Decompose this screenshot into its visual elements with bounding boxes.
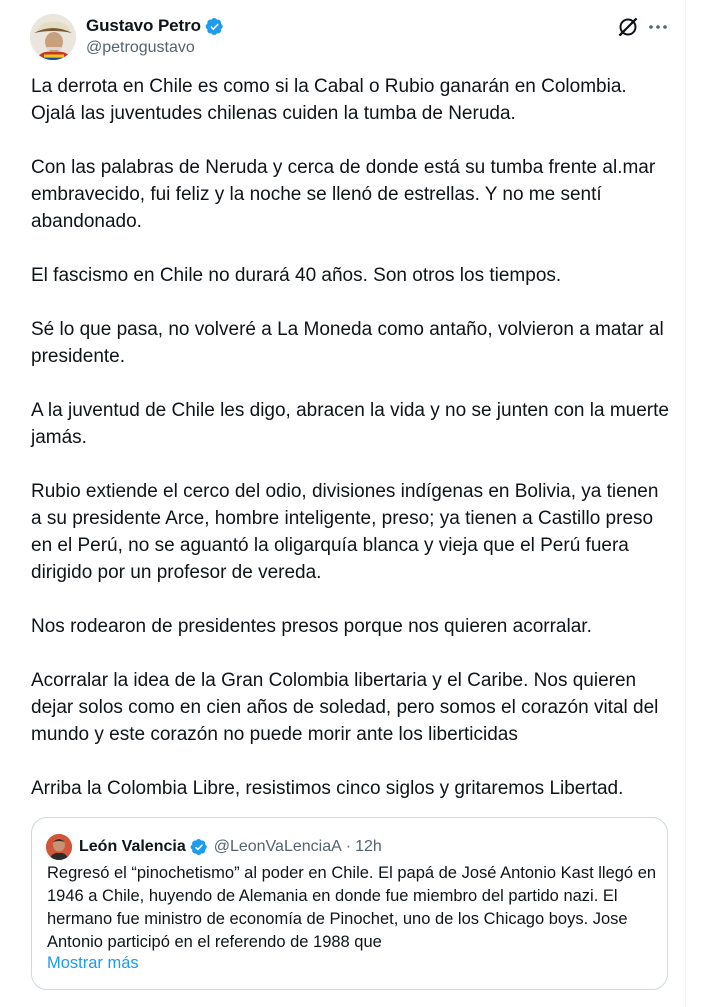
author-avatar[interactable] <box>30 14 76 60</box>
verified-badge-icon <box>205 17 224 36</box>
author-avatar-image <box>30 14 76 60</box>
show-more-link[interactable]: Mostrar más <box>47 954 139 972</box>
tweet-paragraph: Sé lo que pasa, no volveré a La Moneda como antaño, volvieron a matar al presidente. <box>31 319 664 367</box>
tweet-paragraph: Nos rodearon de presidentes presos porque nos quieren acorralar. <box>31 616 592 637</box>
tweet-paragraph: Con las palabras de Neruda y cerca de donde está su tumba frente al.mar embravecido, fui feliz y la noche se llenó de estrellas. Y no me sentí abandonado. <box>31 157 656 232</box>
quoted-author-avatar[interactable] <box>46 834 72 860</box>
tweet-paragraph: El fascismo en Chile no durará 40 años. Son otros los tiempos. <box>31 265 562 286</box>
quoted-verified-badge-icon <box>190 838 208 856</box>
author-name-row <box>86 16 224 36</box>
quoted-tweet-header <box>46 834 382 860</box>
author-name[interactable]: Gustavo Petro <box>86 16 201 35</box>
more-options-icon[interactable] <box>645 14 671 40</box>
quoted-timestamp[interactable]: 12h <box>355 838 382 855</box>
quoted-separator: · <box>345 838 352 855</box>
grok-icon[interactable] <box>615 14 641 40</box>
tweet-paragraph: Arriba la Colombia Libre, resistimos cinco siglos y gritaremos Libertad. <box>31 778 624 799</box>
tweet-body <box>31 73 671 802</box>
quoted-tweet[interactable] <box>31 817 668 990</box>
quoted-author-avatar-image <box>46 834 72 860</box>
author-handle[interactable]: @petrogustavo <box>86 39 195 56</box>
tweet-paragraph: Acorralar la idea de la Gran Colombia libertaria y el Caribe. Nos quieren dejar solos como en cien años de soledad, pero somos el corazón vital del mundo y este corazón no puede morir ante los liberticidas <box>31 670 659 745</box>
tweet-paragraph: La derrota en Chile es como si la Cabal o Rubio ganarán en Colombia. Ojalá las juventudes chilenas cuiden la tumba de Neruda. <box>31 76 627 124</box>
quoted-author-handle[interactable]: @LeonVaLenciaA <box>213 838 342 855</box>
tweet-header <box>30 14 670 64</box>
tweet-paragraph: Rubio extiende el cerco del odio, divisiones indígenas en Bolivia, ya tienen a su presidente Arce, hombre inteligente, preso; ya tienen a Castillo preso en el Perú, no se aguantó la oligarquía blanca y vieja que el Perú fuera dirigido por un profesor de vereda. <box>31 481 659 583</box>
quoted-tweet-text: Regresó el “pinochetismo” al poder en Chile. El papá de José Antonio Kast llegó en 1946 a Chile, huyendo de Alemania en donde fue miembro del partido nazi. El hermano fue ministro de economía de Pinochet, uno de los Chicago boys. Jose Antonio participó en el referendo de 1988 que <box>47 864 657 951</box>
quoted-author-name[interactable]: León Valencia <box>79 838 186 855</box>
tweet-paragraph: A la juventud de Chile les digo, abracen la vida y no se junten con la muerte jamás. <box>31 400 669 448</box>
